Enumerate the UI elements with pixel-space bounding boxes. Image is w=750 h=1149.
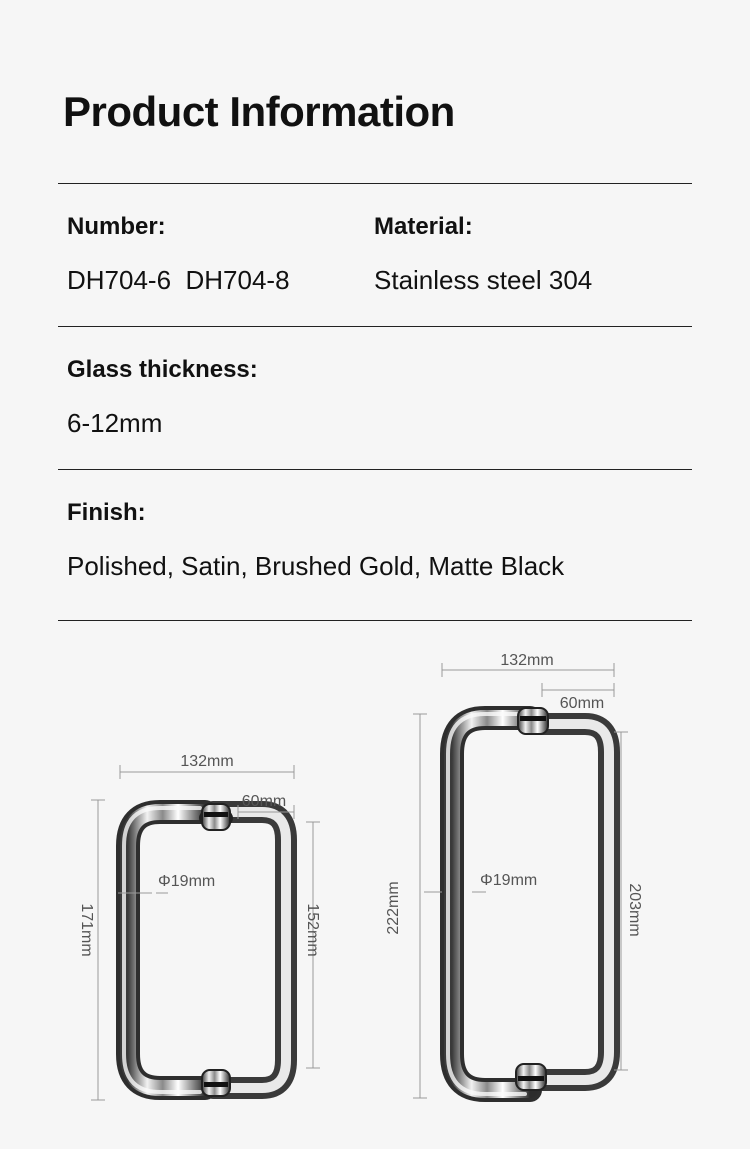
width-dimension: 132mm bbox=[500, 652, 554, 669]
material-label: Material: bbox=[374, 213, 473, 240]
glass-thickness-value: 6-12mm bbox=[67, 408, 163, 438]
center-dimension: 203mm bbox=[626, 883, 643, 937]
material-value: Stainless steel 304 bbox=[374, 265, 593, 295]
divider bbox=[58, 326, 692, 327]
width-dimension: 132mm bbox=[180, 753, 234, 770]
number-value: DH704-6 DH704-8 bbox=[67, 265, 290, 295]
depth-dimension: 60mm bbox=[559, 695, 605, 712]
finish-label: Finish: bbox=[67, 499, 146, 526]
glass-thickness-label: Glass thickness: bbox=[67, 356, 258, 383]
number-label: Number: bbox=[67, 213, 166, 240]
page-title: Product Information bbox=[63, 88, 455, 135]
mount-post-icon bbox=[518, 708, 548, 734]
diameter-dimension: Φ19mm bbox=[158, 873, 216, 890]
finish-value: Polished, Satin, Brushed Gold, Matte Black bbox=[67, 551, 565, 581]
center-dimension: 152mm bbox=[304, 903, 321, 957]
height-dimension: 171mm bbox=[78, 903, 95, 957]
divider bbox=[58, 183, 692, 184]
handle-diagrams bbox=[0, 640, 750, 1149]
mount-post-icon bbox=[202, 1070, 230, 1096]
height-dimension: 222mm bbox=[385, 881, 402, 935]
handle-small bbox=[78, 753, 321, 1100]
depth-dimension: 60mm bbox=[241, 793, 287, 810]
divider bbox=[58, 620, 692, 621]
handle-large bbox=[385, 652, 643, 1098]
mount-post-icon bbox=[200, 804, 232, 830]
divider bbox=[58, 469, 692, 470]
diameter-dimension: Φ19mm bbox=[480, 872, 538, 889]
mount-post-icon bbox=[516, 1064, 546, 1090]
